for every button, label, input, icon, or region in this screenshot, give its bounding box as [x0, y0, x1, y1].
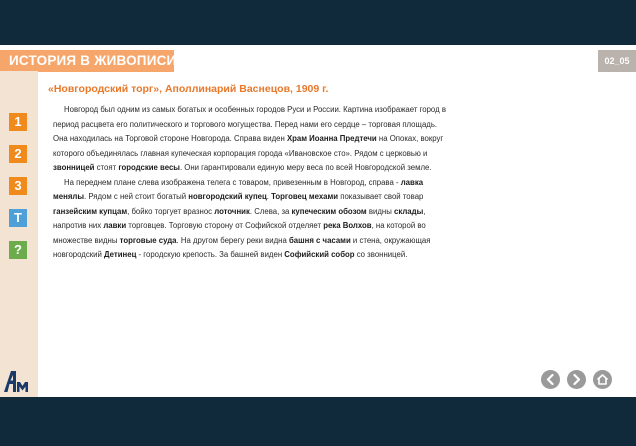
chevron-right-icon — [567, 370, 586, 389]
page-title: ИСТОРИЯ В ЖИВОПИСИ — [0, 50, 174, 72]
home-button[interactable] — [593, 370, 612, 389]
paragraph-2: На переднем плане слева изображена телега с товаром, привезенным в Новгород, справа - лавка менялы. Рядом с ней стоит богатый новгородский купец. Торговец мехами показывает свой товар ганзейским купцам, бойко торгует вразнос лоточник. Слева, за купеческим обозом видны склады, напротив них лавки торговцев. Торговую сторону от Софийской отделяет река Волхов, на которой во множестве видны торговые суда. На другом берегу реки видна башня с часами и стена, окружающая новгородский Детинец - городскую крепость. За башней виден Софийский собор со звонницей. — [53, 177, 431, 259]
nav-button-2[interactable]: 2 — [9, 145, 27, 163]
next-button[interactable] — [567, 370, 586, 389]
slide-number: 02_05 — [598, 50, 636, 72]
nav-button-test[interactable]: T — [9, 209, 27, 227]
painting-heading: «Новгородский торг», Аполлинарий Васнецов, 1909 г. — [48, 83, 329, 95]
slide — [0, 45, 636, 397]
nav-button-question[interactable]: ? — [9, 241, 27, 259]
prev-button[interactable] — [541, 370, 560, 389]
publisher-logo-icon — [3, 367, 29, 393]
chevron-left-icon — [541, 370, 560, 389]
description-text — [53, 103, 450, 263]
sidebar — [0, 71, 38, 397]
paragraph-1: Новгород был одним из самых богатых и особенных городов Руси и России. Картина изображает город в период расцвета его политического и торгового могущества. Перед нами его сердце – торговая площадь. Она находилась на Торговой стороне Новгорода. Справа виден Храм Иоанна Предтечи на Опоках, вокруг которого объединялась главная купеческая корпорация города «Ивановское сто». Рядом с церковью и звонницей стоят городские весы. Они гарантировали единую меру веса по всей Новгородской земле. — [53, 105, 446, 172]
nav-button-1[interactable]: 1 — [9, 113, 27, 131]
nav-button-3[interactable]: 3 — [9, 177, 27, 195]
home-icon — [593, 370, 612, 389]
